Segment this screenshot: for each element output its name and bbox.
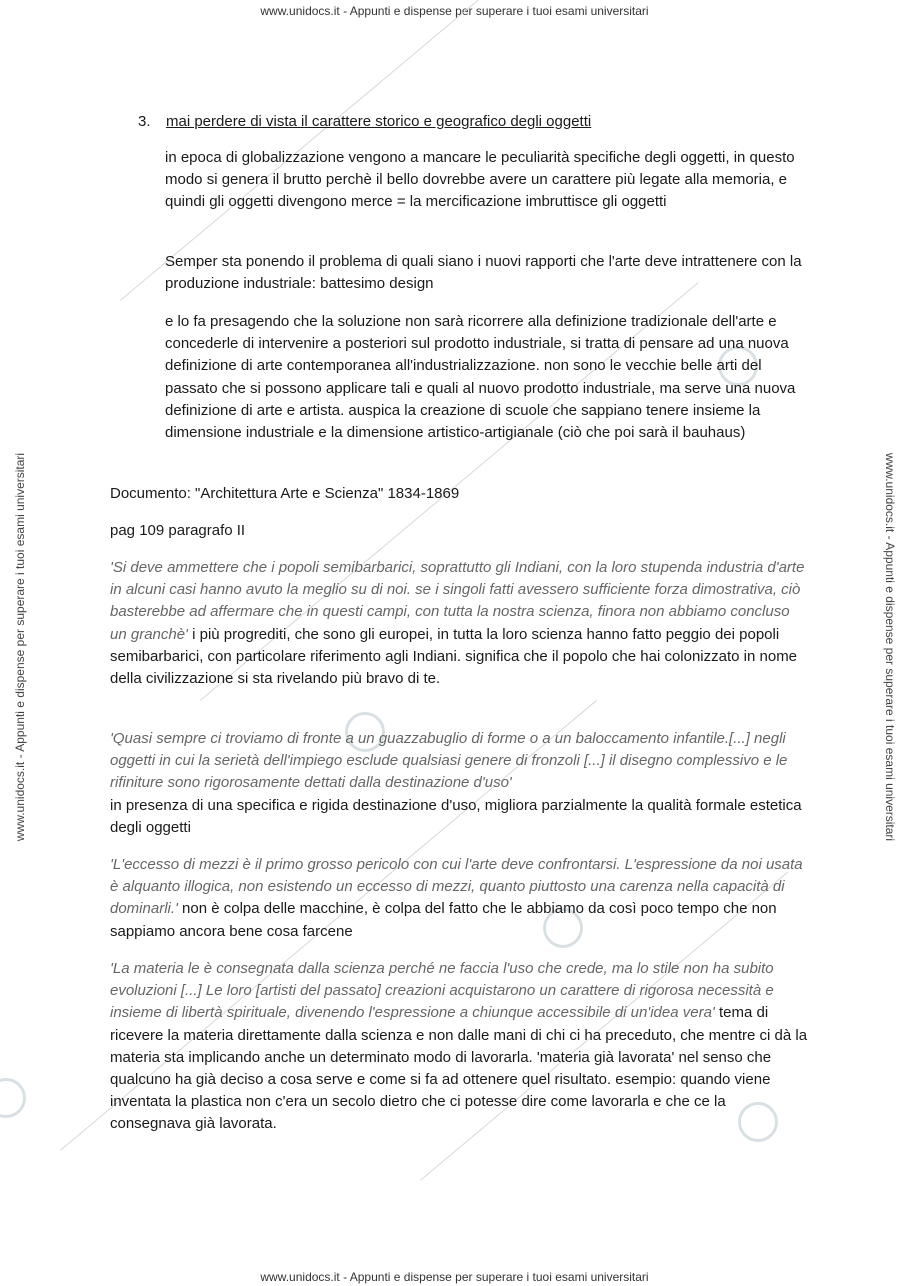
watermark-footer: www.unidocs.it - Appunti e dispense per superare i tuoi esami universitari (260, 1270, 649, 1284)
page-reference: pag 109 paragrafo II (110, 522, 246, 539)
commentary: non è colpa delle macchine, è colpa del fatto che le abbiamo da così poco tempo che non sappiamo ancora bene cosa farcene (110, 900, 777, 940)
paragraph: in epoca di globalizzazione vengono a mancare le peculiarità specifiche degli oggetti, in questo modo si genera il brutto perchè il bello dovrebbe avere un carattere più legate alla memoria, e quindi gli oggetti divengono merce = la mercificazione imbruttisce gli oggetti (165, 149, 795, 211)
quote: 'L'eccesso di mezzi è il primo grosso pericolo con cui l'arte deve confrontarsi. L'espressione da noi usata è alquanto illogica, non esistendo un eccesso di mezzi, quanto piuttosto una carenza nella capacità di dominarli.' (110, 856, 803, 918)
quote-paragraph (110, 958, 810, 1136)
quote: 'Quasi sempre ci troviamo di fronte a un guazzabuglio di forme o a un baloccamento infantile.[...] negli oggetti in cui la serietà dell'impiego esclude qualsiasi genere di fronzoli [...] il disegno complessivo e le rifiniture sono rigorosamente dettati dalla destinazione d'uso' (110, 730, 788, 792)
commentary: tema di ricevere la materia direttamente dalla scienza e non dalle mani di chi ci ha preceduto, che mentre ci dà la materia sta implicando anche un determinato modo di lavorarla. 'materia già lavorata' nel senso che qualcuno ha già deciso a cosa serve e come si fa ad ottenere quel risultato. esempio: quando viene inventata la plastica non c'era un secolo dietro che ci potesse dire come lavorarla e che ce la consegnava già lavorata. (110, 1004, 808, 1133)
quote-paragraph (110, 854, 810, 943)
list-item (138, 111, 591, 133)
commentary: i più progrediti, che sono gli europei, in tutta la loro scienza hanno fatto peggio dei popoli semibarbarici, con particolare riferimento agli Indiani. significa che il popolo che hai colonizzato in nome della civilizzazione si sta rivelando più bravo di te. (110, 625, 798, 688)
quote: 'La materia le è consegnata dalla scienza perché ne faccia l'uso che crede, ma lo stile non ha subito evoluzioni [...] Le loro [artisti del passato] creazioni acquistarono un carattere di rigorosa necessità e insieme di libertà spirituale, divenendo l'espressione a chiunque accessibile di un'idea vera' (110, 960, 774, 1022)
paragraph: e lo fa presagendo che la soluzione non sarà ricorrere alla definizione tradizionale dell'arte e concederle di intervenire a posteriori sul prodotto industriale, si tratta di pensare ad una nuova definizione di arte contemporanea all'industrializzazione. non sono le vecchie belle arti del passato che si possono applicare tali e quali al nuovo prodotto industriale, ma serve una nuova definizione di arte e artista. auspica la creazione di scuole che sappiano tenere insieme la dimensione industriale e la dimensione artistico-artigianale (ciò che poi sarà il bauhaus) (165, 313, 796, 442)
commentary: in presenza di una specifica e rigida destinazione d'uso, migliora parzialmente la qualità formale estetica degli oggetti (110, 796, 802, 836)
watermark-header: www.unidocs.it - Appunti e dispense per superare i tuoi esami universitari (260, 4, 649, 18)
watermark-logo-icon (0, 1078, 26, 1118)
quote-paragraph (110, 557, 810, 690)
quote-paragraph (110, 728, 810, 839)
list-number: 3. (138, 113, 151, 130)
watermark-right: www.unidocs.it - Appunti e dispense per superare i tuoi esami universitari (883, 452, 897, 842)
list-title: mai perdere di vista il carattere storico e geografico degli oggetti (166, 113, 592, 130)
document-reference: Documento: "Architettura Arte e Scienza" 1834-1869 (110, 485, 460, 502)
quote: 'Si deve ammettere che i popoli semibarbarici, soprattutto gli Indiani, con la loro stupenda industria d'arte in alcuni casi hanno avuto la meglio su di noi. se i singoli fatti avessero sufficiente forza dimostrativa, ciò basterebbe ad affermare che in questi campi, con tutta la nostra scienza, finora non abbiamo concluso un granchè' (110, 559, 805, 643)
watermark-left: www.unidocs.it - Appunti e dispense per superare i tuoi esami universitari (13, 452, 27, 842)
paragraph: Semper sta ponendo il problema di quali siano i nuovi rapporti che l'arte deve intrattenere con la produzione industriale: battesimo design (165, 253, 802, 293)
